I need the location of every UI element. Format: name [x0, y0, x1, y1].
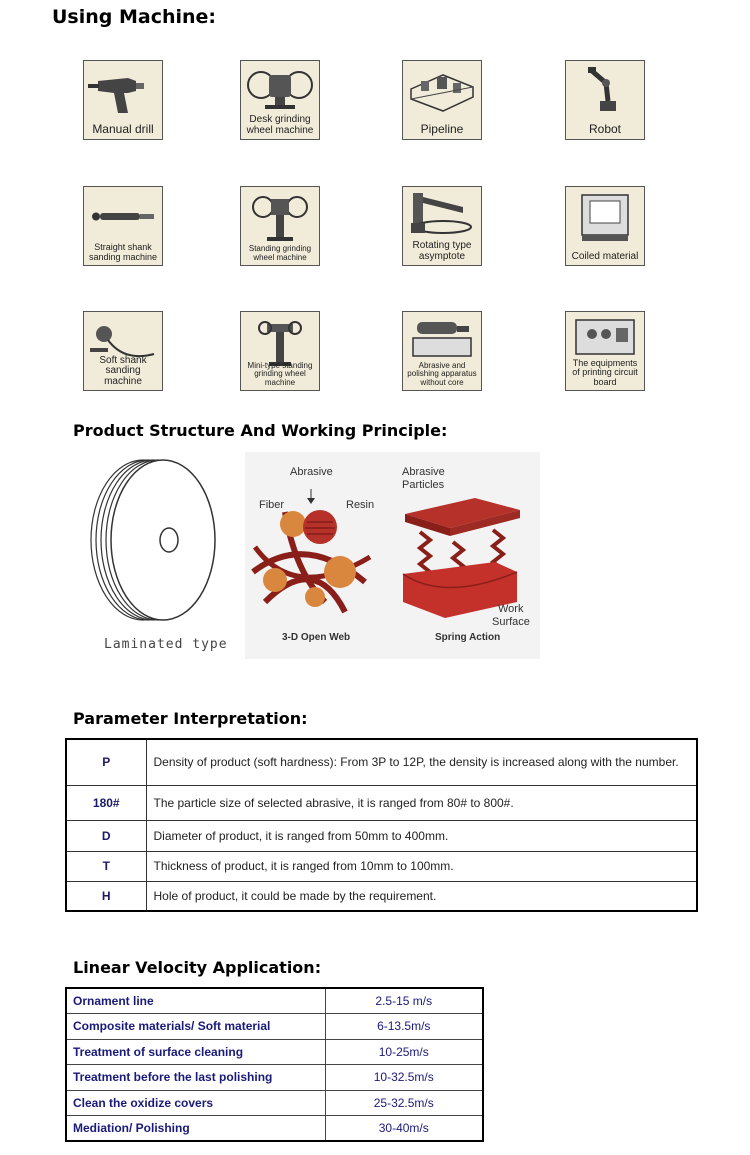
machine-label: Soft shank sanding machine [99, 354, 147, 387]
table-row [66, 1090, 483, 1116]
machine-tile-mini-grinder [240, 311, 320, 391]
machine-label: Standing grinding wheel machine [248, 244, 312, 262]
machine-tile-soft-shank [83, 311, 163, 391]
param-desc: Diameter of product, it is ranged from 50mm to 400mm. [146, 820, 697, 851]
rotating-machine-icon [403, 187, 481, 247]
param-key: H [66, 881, 146, 911]
param-key: 180# [66, 785, 146, 820]
param-key: T [66, 851, 146, 881]
machine-label: Coiled material [571, 250, 639, 262]
machine-label: Straight shank sanding machine [88, 242, 158, 262]
parameter-heading: Parameter Interpretation: [73, 709, 308, 728]
working-principle-panel [245, 452, 540, 659]
velocity-use: Mediation/ Polishing [66, 1116, 325, 1142]
abrasive-label: Abrasive [290, 466, 333, 478]
table-row [66, 988, 483, 1014]
machine-tile-coiled [565, 186, 645, 266]
velocity-speed: 2.5-15 m/s [325, 988, 483, 1014]
standing-grinder-icon [241, 187, 319, 247]
drill-icon [84, 61, 162, 121]
machine-tile-pcb [565, 311, 645, 391]
machine-label: Desk grinding wheel machine [246, 114, 314, 136]
machine-label: Abrasive and polishing apparatus without core [407, 360, 477, 387]
param-desc: Hole of product, it could be made by the requirement. [146, 881, 697, 911]
machine-tile-straight-shank [83, 186, 163, 266]
machine-label: Robot [588, 122, 622, 137]
machine-tile-pipeline [402, 60, 482, 140]
table-row [66, 1065, 483, 1091]
desk-grinder-icon [241, 61, 319, 121]
fiber-label: Fiber [259, 499, 285, 511]
using-machine-heading: Using Machine: [52, 6, 217, 28]
coil-machine-icon [566, 187, 644, 247]
param-key: P [66, 739, 146, 785]
table-row [66, 1039, 483, 1065]
velocity-speed: 25-32.5m/s [325, 1090, 483, 1116]
param-key: D [66, 820, 146, 851]
param-desc: The particle size of selected abrasive, it is ranged from 80# to 800#. [146, 785, 697, 820]
machine-label: The equipments of printing circuit board [572, 357, 638, 387]
resin-label: Resin [346, 499, 375, 511]
machine-tile-robot [565, 60, 645, 140]
machine-tile-standing-grinder [240, 186, 320, 266]
work-label-line1: Work [498, 603, 524, 615]
laminated-label: Laminated type [104, 637, 228, 652]
table-row [66, 1116, 483, 1142]
table-row [66, 785, 697, 820]
velocity-use: Composite materials/ Soft material [66, 1014, 325, 1040]
table-row [66, 739, 697, 785]
machine-label: Pipeline [420, 122, 464, 137]
param-desc: Thickness of product, it is ranged from 10mm to 100mm. [146, 851, 697, 881]
machine-tile-desk-grinder [240, 60, 320, 140]
machine-tile-rotating [402, 186, 482, 266]
machine-label: Manual drill [92, 122, 154, 137]
particles-label-line1: Abrasive [402, 466, 445, 478]
velocity-speed: 30-40m/s [325, 1116, 483, 1142]
table-row [66, 820, 697, 851]
particles-label-line2: Particles [402, 479, 445, 491]
parameter-table [65, 738, 698, 912]
robot-arm-icon [566, 61, 644, 121]
velocity-use: Treatment of surface cleaning [66, 1039, 325, 1065]
machine-tile-manual-drill [83, 60, 163, 140]
velocity-use: Ornament line [66, 988, 325, 1014]
spring-caption: Spring Action [435, 632, 501, 643]
straight-sander-icon [84, 187, 162, 247]
velocity-use: Treatment before the last polishing [66, 1065, 325, 1091]
table-row [66, 881, 697, 911]
machine-label: Rotating type asymptote [412, 240, 472, 262]
velocity-speed: 10-32.5m/s [325, 1065, 483, 1091]
structure-heading: Product Structure And Working Principle: [73, 421, 448, 440]
param-desc: Density of product (soft hardness): From 3P to 12P, the density is increased along with the number. [146, 739, 697, 785]
velocity-speed: 10-25m/s [325, 1039, 483, 1065]
velocity-heading: Linear Velocity Application: [73, 958, 322, 977]
velocity-table [65, 987, 484, 1142]
pipeline-icon [403, 61, 481, 121]
velocity-speed: 6-13.5m/s [325, 1014, 483, 1040]
velocity-use: Clean the oxidize covers [66, 1090, 325, 1116]
table-row [66, 1014, 483, 1040]
machine-label: Mini-type standing grinding wheel machine [247, 360, 313, 387]
work-label-line2: Surface [492, 616, 530, 628]
laminated-wheel-diagram [85, 455, 235, 625]
table-row [66, 851, 697, 881]
machine-tile-polishing-apparatus [402, 311, 482, 391]
open-web-caption: 3-D Open Web [282, 632, 351, 643]
